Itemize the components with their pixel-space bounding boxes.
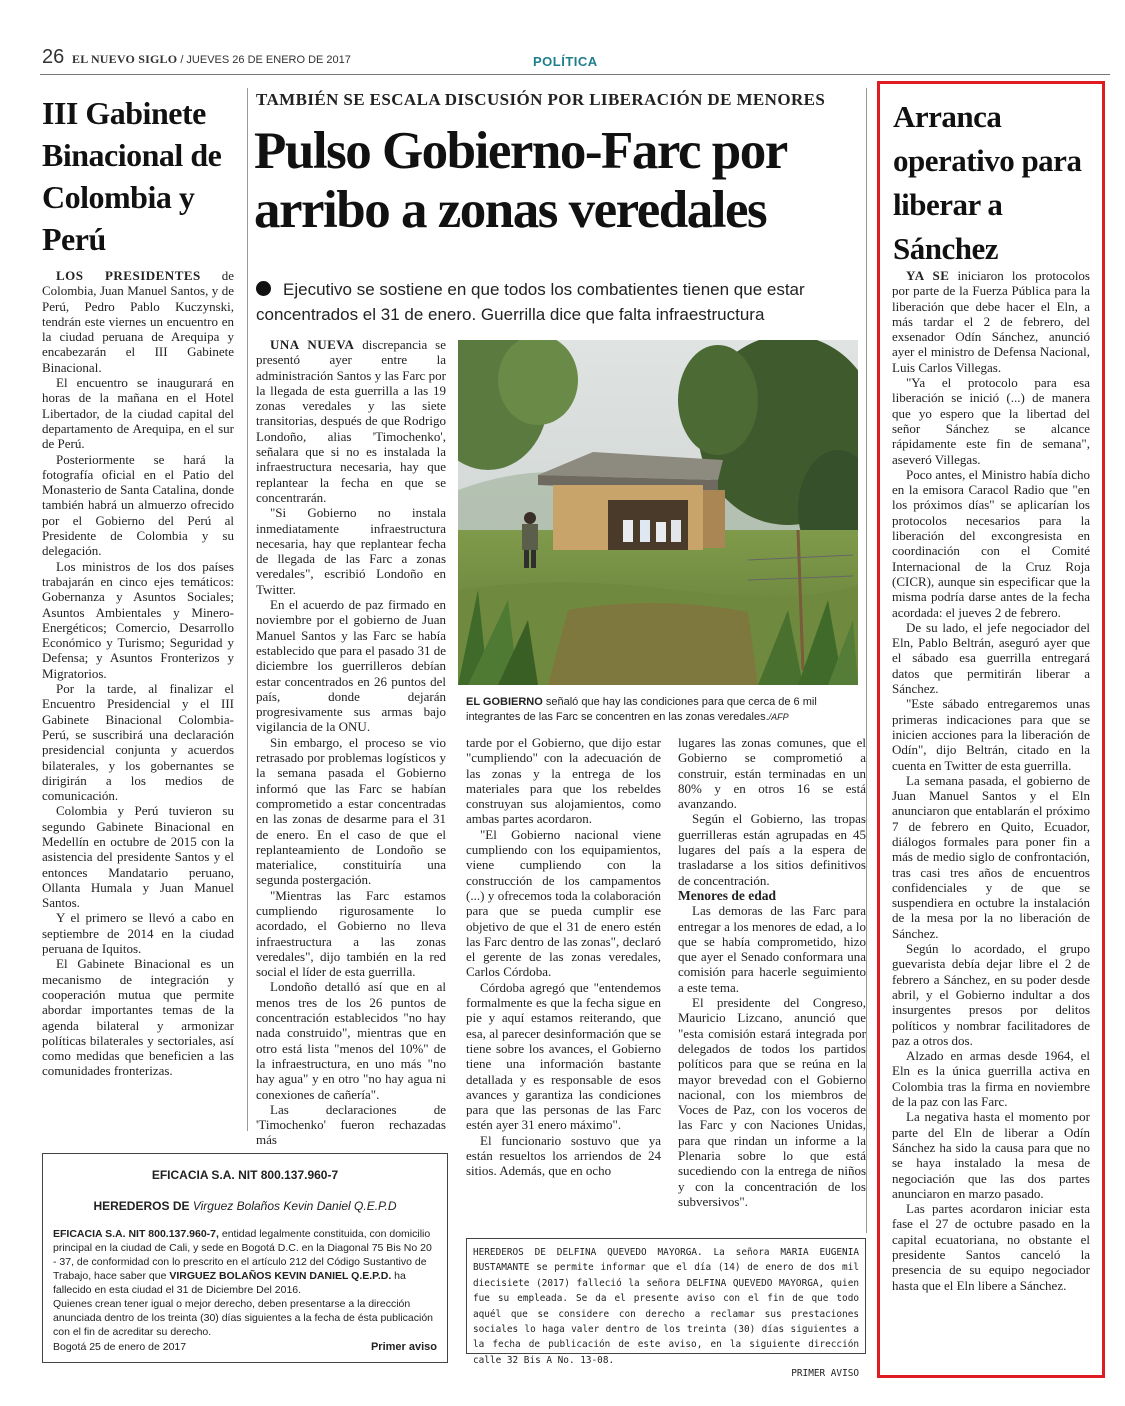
bullet-icon [256,281,271,296]
main-story-kicker: TAMBIÉN SE ESCALA DISCUSIÓN POR LIBERACIÓN DE MENORES [256,90,826,109]
caption-text: señaló que hay las condiciones para que cerca de 6 mil integrantes de las Farc se concentren en las zonas veredales. [466,696,817,723]
column-divider [866,88,867,1233]
header-rule [40,74,1110,75]
paragraph: Y el primero se llevó a cabo en septiembre de 2014 en la ciudad peruana de Iquitos. [42,910,234,957]
paragraph: Poco antes, el Ministro había dicho en la emisora Caracol Radio que "en los próximos días" se aplicarían los protocolos necesarios para la liberación del excongresista en coordinación con el Comité Internacional de la Cruz Roja (CICR), aunque sin especificar que la misma podría darse antes de la fecha acordada: el jueves 2 de febrero. [892,466,1090,620]
paragraph: Las partes acordaron iniciar esta fase el 27 de octubre pasado en la capital ecuatoriana, no obstante el presidente Santos canceló la presencia de su equipo negociador hasta que el Eln libere a Sánchez. [892,1201,1090,1293]
news-photo [458,340,858,685]
paragraph: "Si Gobierno no instala inmediatamente infraestructura necesaria, hay que replantear fecha de llegada de las Farc a zonas veredales", escribió Londoño en Twitter. [256,505,446,597]
paragraph: "El Gobierno nacional viene cumpliendo con los equipamientos, viene cumpliendo con la construcción de los campamentos (...) y ofrecemos toda la colaboración para que se pueda cumplir ese objetivo de que el 31 de enero estén las Farc dentro de las zonas", declaró el gerente de las zonas veredales, Carlos Córdoba. [466,826,661,980]
right-story-headline: Arranca operativo para liberar a Sánchez [893,99,1082,266]
caption-lead: EL GOBIERNO [466,696,543,708]
photo-credit: /AFP [768,712,789,722]
notice-body-text: entidad legalmente constituida, con domicilio principal en la ciudad de Cali, y sede en Bogotá D.C. en la Diagonal 75 Bis No 20 - 37, de conformidad con lo prescrito en el artículo 212 del Código Sustantivo de Trabajo, hace saber que [53,1228,432,1282]
lead-caps: UNA NUEVA [270,337,355,352]
paragraph: Las declaraciones de 'Timochenko' fueron rechazadas más [256,1101,446,1148]
notice-label: PRIMER AVISO [791,1368,859,1380]
deck-text: Ejecutivo se sostiene en que todos los combatientes tienen que estar concentrados el 31 de enero. Guerrilla dice que falta infraestructura [256,280,805,324]
masthead [72,52,351,67]
lead-caps: LOS PRESIDENTES [56,268,201,283]
subheading: Menores de edad [678,887,776,903]
main-story-column-1 [256,337,446,1148]
notice-footer [53,1341,437,1353]
main-story-column-3 [678,735,866,1209]
paragraph: De su lado, el jefe negociador del Eln, Pablo Beltrán, aseguró ayer que el sábado esa guerrilla entregará datos que permitirán liberar a Sánchez. [892,619,1090,697]
paragraph: Colombia y Perú tuvieron su segundo Gabinete Binacional en Medellín en octubre de 2015 con la asistencia del presidente Santos y el entonces Mandatario peruano, Ollanta Humala y Juan Manuel Santos. [42,803,234,911]
paragraph: "Este sábado entregaremos unas primeras indicaciones para que se inicien acciones para la liberación de Odín", dijo Beltrán, citado en la cuenta en Twitter de esta guerrilla. [892,696,1090,773]
left-story-body [42,268,234,1079]
paragraph: Alzado en armas desde 1964, el Eln es la única guerrilla activa en Colombia tras la firma en noviembre de la paz con las Farc. [892,1048,1090,1110]
paper-name: EL NUEVO SIGLO [72,52,178,66]
paragraph: Según el Gobierno, las tropas guerrilleras están agrupadas en 45 lugares del país a la espera de trasladarse a los sitios definitivos de concentración. [678,811,866,888]
notice-body: HEREDEROS DE DELFINA QUEVEDO MAYORGA. La señora MARIA EUGENIA BUSTAMANTE se permite informar que el día (14) de enero de dos mil diecisiete (2017) falleció la señora DELFINA QUEVEDO MAYORGA, quien fue su empleada. Se da el presente aviso con el fin de que todo aquél que se considere con derecho a reclamar sus prestaciones sociales lo haga valer dentro de los treinta (30) días siguientes a la fecha de publicación de este aviso, en la siguiente dirección calle 32 Bis A No. 13-08. [473,1247,859,1366]
paragraph: Londoño detalló así que en al menos tres de los 26 puntos de concentración establecidos "no hay nada construido", mientras que en otro está lista "menos del 10%" de la infraestructura, en uno más "no hay agua" y en otro "no hay agua ni conexiones de cañería". [256,979,446,1102]
main-story-deck [256,277,868,327]
notice-body [53,1227,437,1339]
paragraph: Sin embargo, el proceso se vio retrasado por problemas logísticos y la semana pasada el Gobierno informó que las Farc se habían comprometido a estar concentradas en las zonas de desarme para el 31 de enero. En el caso de que el replanteamiento de Londoño se materialice, constituiría una segunda postergación. [256,734,446,888]
paragraph: El presidente del Congreso, Mauricio Lizcano, anunció que "esta comisión estará integrada por delegados de todos los partidos políticos para que se reúna en la mayor brevedad con el Gobierno nacional, con los miembros de Voces de Paz, con los voceros de las Farc y con Naciones Unidas, para que rindan un informe a la Plenaria sobre lo que está sucediendo con la entrega de niños y con la concentración de los subversivos". [678,995,866,1209]
paragraph: discrepancia se presentó ayer entre la administración Santos y las Farc por la llegada de esta guerrilla a las 19 zonas veredales y las siete transitorias, después de que Rodrigo Londoño, alias 'Timochenko', señalara que si no es instalada la infraestructura necesaria, hay que replantear la fecha en que se concentrarán. [256,337,446,505]
notice-body-text: Quienes crean tener igual o mejor derecho, deben presentarse a la dirección anunciada dentro de los treinta (30) días siguientes a la fecha de ésta publicación con el fin de acreditar su derecho. [53,1298,433,1338]
page-number: 26 [42,46,65,68]
paragraph: Córdoba agregó que "entendemos formalmente es que la fecha sigue en pie y aquí estamos reiterando, que esa, al parecer desinformación que se tiene sobre los avances, el Gobierno tiene una información bastante detallada y es responsable de esos avances y garantiza las condiciones para que las personas de las Farc estén ayer 31 enero máximo". [466,979,661,1133]
paragraph: El encuentro se inaugurará en horas de la mañana en el Hotel Libertador, de la ciudad capital del departamento de Arequipa, en el sur de Perú. [42,375,234,452]
legal-notice-quevedo [466,1238,866,1380]
paragraph: iniciaron los protocolos por parte de la Fuerza Pública para la liberación que debe hacer el Eln, a más tardar el 2 de febrero, del exsenador Odín Sánchez, anunció ayer el ministro de Defensa Nacional, Luis Carlos Villegas. [892,268,1090,375]
paragraph: El Gabinete Binacional es un mecanismo de integración y cooperación mutua que permite abordar importantes temas de la agenda bilateral y armonizar políticas bilaterales y sectoriales, así como medidas que beneficien a las comunidades fronterizas. [42,956,234,1079]
notice-date: Bogotá 25 de enero de 2017 [53,1341,187,1353]
notice-subtitle-b: Virguez Bolaños Kevin Daniel Q.E.P.D [189,1199,397,1213]
paragraph: Los ministros de los dos países trabajarán en cinco ejes temáticos: Gobernanza y Asuntos Sociales; Asuntos Ambientales y Minero-Energéticos; Comercio, Desarrollo Económico y Turismo; Seguridad y Defensa; y Asuntos Fronterizos y Migratorios. [42,558,234,681]
paragraph: Por la tarde, al finalizar el Encuentro Presidencial y el III Gabinete Binacional Colombia-Perú, se suscribirá una declaración presidencial conjunta y acuerdos bilaterales, y los gobernantes se dirigirán a los medios de comunicación. [42,681,234,804]
issue-date: / JUEVES 26 DE ENERO DE 2017 [177,54,351,66]
left-story-headline: III Gabinete Binacional de Colombia y Perú [42,95,222,257]
right-story-body [892,268,1090,1293]
notice-subtitle [53,1199,437,1213]
paragraph: En el acuerdo de paz firmado en noviembre por el gobierno de Juan Manuel Santos y las Farc se había establecido que para el pasado 31 de diciembre los guerrilleros debían estar concentrados en 26 puntos del país, donde dejarán progresivamente sus armas bajo vigilancia de la ONU. [256,597,446,735]
paragraph: La negativa hasta el momento por parte del Eln de liberar a Odín Sánchez ha sido la causa para que no se haya instalado la mesa de negociación que las dos partes anunciaron en marzo pasado. [892,1109,1090,1201]
section-label: POLÍTICA [533,54,598,69]
farmhouse-photo-illustration [458,340,858,685]
paragraph: "Ya el protocolo para esa liberación se inició (...) de manera que yo espero que la libertad del señor Sánchez se alcance rápidamente este fin de semana", aseveró Villegas. [892,375,1090,467]
notice-body-text: ha fallecido en esta ciudad el 31 de Diciembre Del 2016. [53,1270,406,1296]
photo-caption [466,695,861,725]
notice-body-name: VIRGUEZ BOLAÑOS KEVIN DANIEL Q.E.P.D. [169,1270,392,1282]
legal-notice-eficacia [42,1153,448,1363]
notice-title: EFICACIA S.A. NIT 800.137.960-7 [151,1168,339,1182]
paragraph: La semana pasada, el gobierno de Juan Manuel Santos y el Eln anunciaron que entablarán el próximo 7 de febrero en Quito, Ecuador, diálogos formales para poner fin a más de medio siglo de confrontación, tras casi tres años de encuentros confidenciales y de que se suspendiera en octubre la instalación de la mesa por la no liberación de Sánchez. [892,772,1090,941]
main-story-column-2 [466,735,661,1179]
notice-label: Primer aviso [370,1341,437,1353]
main-story-headline: Pulso Gobierno-Farc por arribo a zonas veredales [254,122,786,239]
paragraph: tarde por el Gobierno, que dijo estar "cumpliendo" con la adecuación de las zonas y la entrega de los materiales para que los rebeldes construyan sus alojamientos, como ambas partes acordaron. [466,735,661,827]
paragraph: Posteriormente se hará la fotografía oficial en el Patio del Monasterio de Santa Catalina, donde también habrá un almuerzo ofrecido por el Gobierno del Perú al Presidente de Colombia y su delegación. [42,451,234,559]
notice-body-lead: EFICACIA S.A. NIT 800.137.960-7, [53,1228,219,1240]
paragraph: Las demoras de las Farc para entregar a los menores de edad, a lo que se había comprometido, hizo que ayer el Senado conformara una comisión para hacerle seguimiento a este tema. [678,903,866,995]
paragraph: de Colombia, Juan Manuel Santos, y de Perú, Pedro Pablo Kuczynski, tendrán este viernes un encuentro en la ciudad peruana de Arequipa y encabezarán el III Gabinete Binacional. [42,268,234,375]
paragraph: Según lo acordado, el grupo guevarista debía dejar libre el 2 de febrero a Sánchez, en su poder desde abril, y el Gobierno indultar a dos insurgentes presos por delitos políticos y nombrar facilitadores de paz a otros dos. [892,941,1090,1048]
column-divider [247,88,248,1131]
paragraph: "Mientras las Farc estamos cumpliendo rigurosamente lo acordado, el Gobierno no lleva infraestructura a las zonas veredales", dijo también en la red social el líder de esta guerrilla. [256,887,446,980]
paragraph: El funcionario sostuvo que ya están resueltos los arriendos de 24 sitios. Además, que en ocho [466,1132,661,1179]
paragraph: lugares las zonas comunes, que el Gobierno se comprometió a construir, están terminadas en un 80% y en otros 16 se está avanzando. [678,735,866,812]
notice-subtitle-a: HEREDEROS DE [93,1199,190,1213]
lead-caps: YA SE [906,268,950,283]
